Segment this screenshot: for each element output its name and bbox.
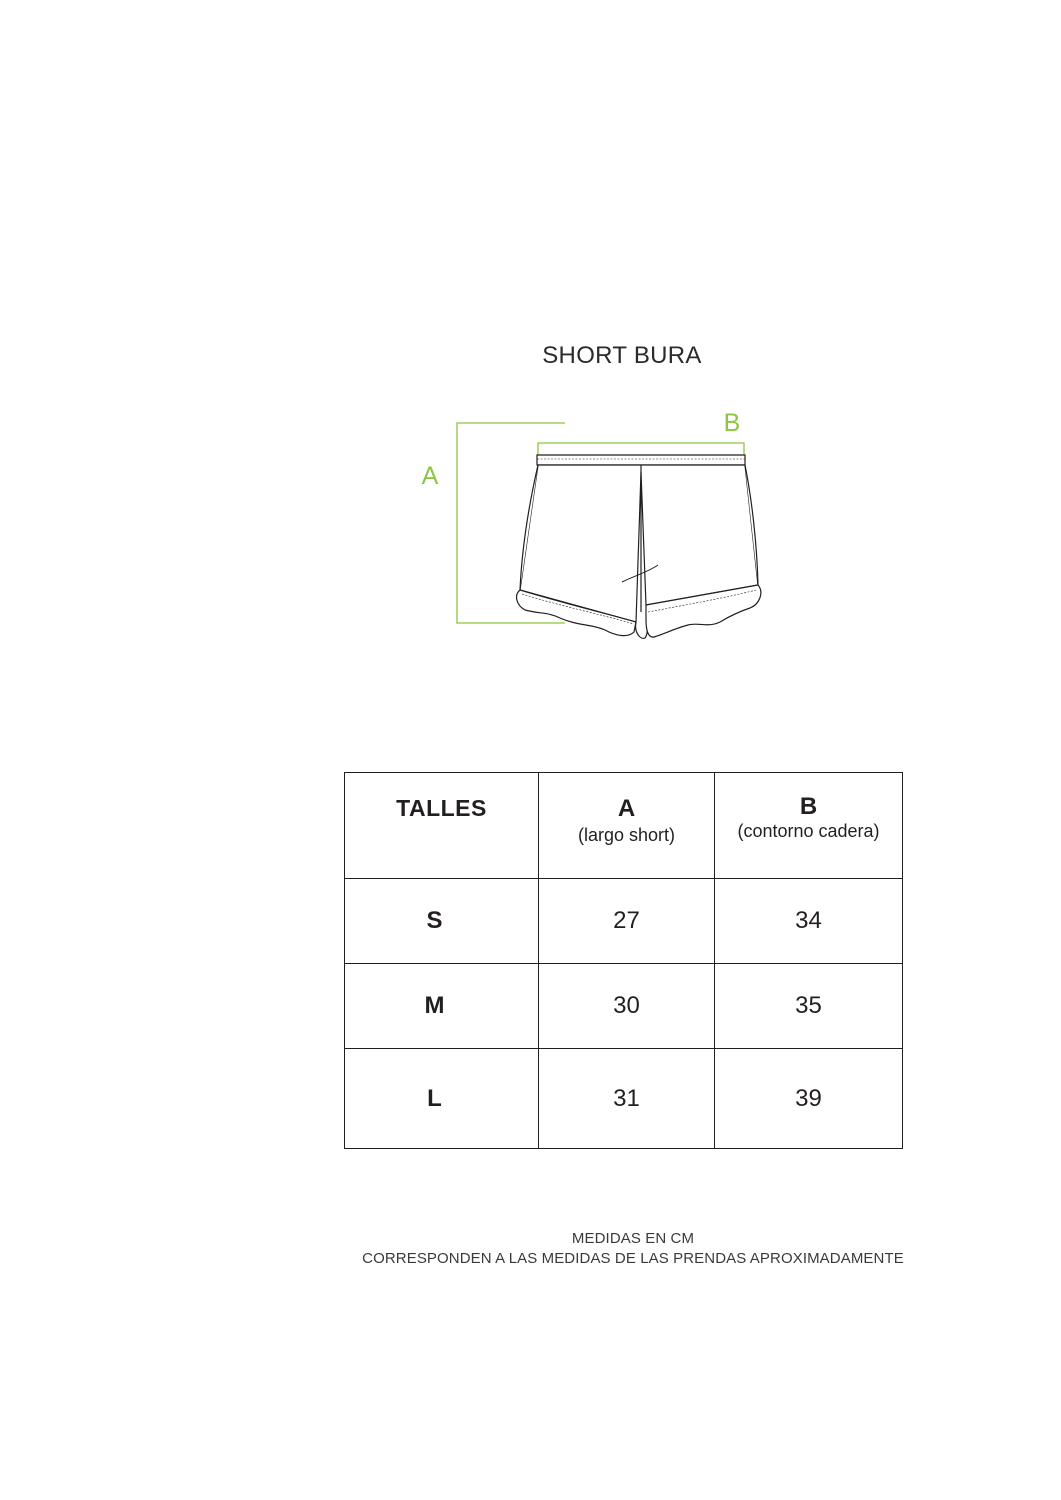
table-row bbox=[345, 964, 903, 1049]
size-cell: L bbox=[345, 1049, 539, 1149]
table-row bbox=[345, 879, 903, 964]
measure-b-cell: 35 bbox=[715, 964, 903, 1049]
size-table bbox=[344, 772, 903, 1149]
footer-disclaimer: CORRESPONDEN A LAS MEDIDAS DE LAS PRENDAS APROXIMADAMENTE bbox=[362, 1250, 904, 1267]
measure-a-cell: 30 bbox=[539, 964, 715, 1049]
measure-b-cell: 39 bbox=[715, 1049, 903, 1149]
shorts-diagram bbox=[400, 400, 780, 650]
header-talles bbox=[345, 773, 539, 879]
header-talles-label: TALLES bbox=[396, 795, 487, 821]
page-title: SHORT BURA bbox=[542, 342, 702, 369]
footer-note bbox=[330, 1229, 936, 1269]
table-row bbox=[345, 1049, 903, 1149]
header-a-sublabel: (largo short) bbox=[577, 825, 676, 845]
measure-b-label: B bbox=[723, 409, 741, 437]
header-b-sublabel: (contorno cadera) bbox=[737, 821, 880, 841]
header-a bbox=[539, 773, 715, 879]
header-b bbox=[715, 773, 903, 879]
measure-a-cell: 31 bbox=[539, 1049, 715, 1149]
footer-units: MEDIDAS EN CM bbox=[571, 1230, 695, 1247]
measure-a-label: A bbox=[421, 462, 439, 490]
size-cell: M bbox=[345, 964, 539, 1049]
measure-b-cell: 34 bbox=[715, 879, 903, 964]
size-cell: S bbox=[345, 879, 539, 964]
shorts-icon bbox=[517, 455, 761, 638]
measure-a-cell: 27 bbox=[539, 879, 715, 964]
table-header-row bbox=[345, 773, 903, 879]
header-a-label: A bbox=[617, 795, 636, 822]
header-b-label: B bbox=[799, 793, 818, 820]
